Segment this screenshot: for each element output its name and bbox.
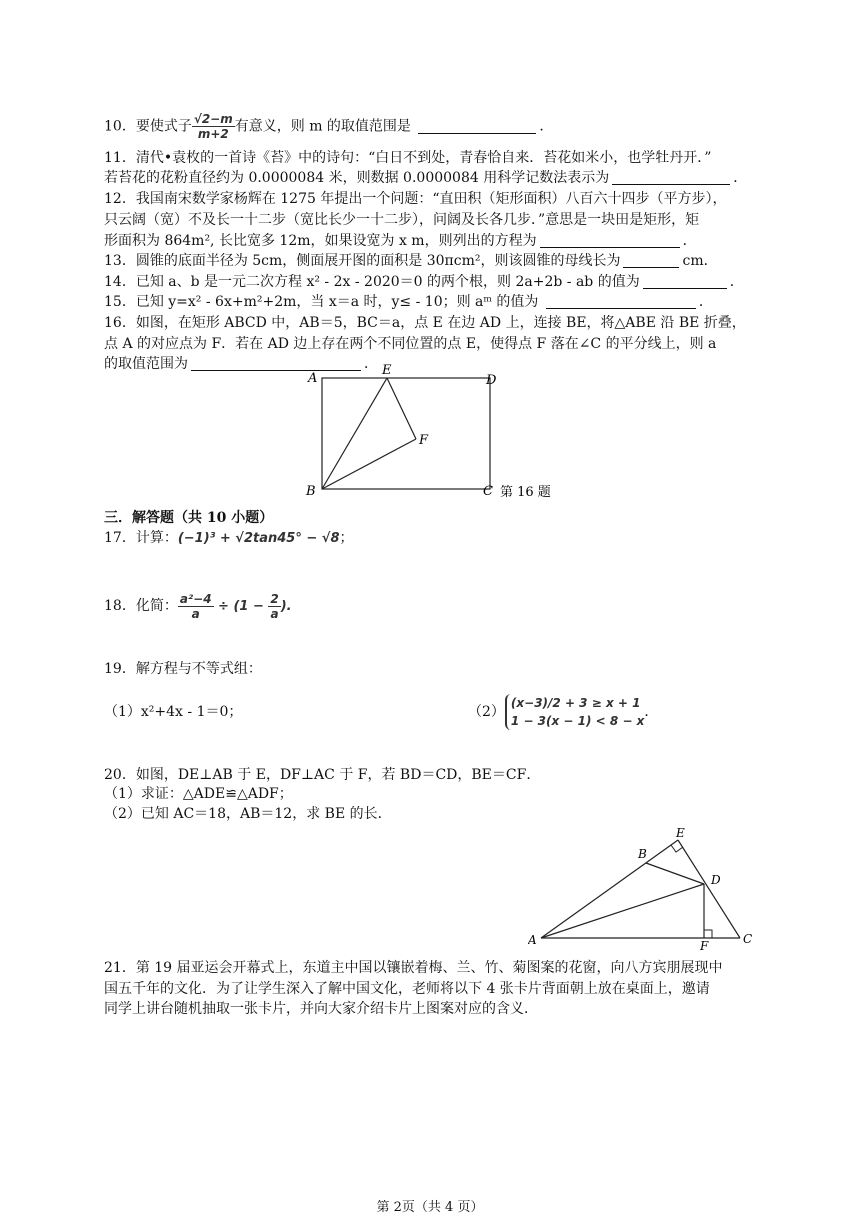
q16-figure (300, 362, 570, 502)
q19-part2-end: ． (644, 704, 659, 720)
q10-suffix: 有意义，则 m 的取值范围是 (234, 118, 411, 135)
question-10: 10．要使式子 $\frac{√2-m}{m+2}$ 有意义，则 m 的取值范围是 ． (104, 112, 554, 141)
point-label-d: D (711, 873, 721, 887)
point-label-e: E (676, 826, 685, 840)
q19-inequality-1: (x−3)/2 + 3 ≥ x + 1 (510, 696, 641, 710)
q15-answer-blank (546, 294, 696, 309)
q13-answer-blank (623, 253, 679, 268)
point-label-a: A (308, 371, 318, 386)
question-15: 15．已知 y=x² - 6x+m²+2m，当 x＝a 时，y≤ - 10；则 aᵐ 的值为 ． (104, 294, 713, 310)
point-label-c: C (743, 932, 753, 946)
section-3-title: 三．解答题（共 10 小题） (104, 510, 274, 526)
point-label-e: E (382, 363, 392, 378)
point-label-f: F (419, 433, 429, 448)
q19-title: 19．解方程与不等式组： (104, 661, 262, 677)
q18-prefix: 18．化简： (104, 598, 178, 614)
q10-frac-denominator: m+2 (197, 127, 229, 141)
q10-prefix: 10．要使式子 (104, 118, 192, 135)
point-label-b: B (638, 847, 647, 861)
q10-fraction (192, 112, 235, 141)
q10-answer-blank (418, 119, 536, 134)
q19-part2-prefix: （2） (468, 704, 505, 720)
q16-line1: 16．如图，在矩形 ABCD 中，AB＝5，BC＝a，点 E 在边 AD 上，连接 BE，将△ABE 沿 BE 折叠， (104, 315, 746, 331)
q14-answer-blank (643, 274, 727, 289)
q17-expression: (−1)³ + √2tan45° − √8 (177, 531, 340, 546)
rectangle-abcd (322, 378, 490, 489)
q17-end: ； (339, 530, 354, 546)
q15-text: 15．已知 y=x² - 6x+m²+2m，当 x＝a 时，y≤ - 10；则 aᵐ 的值为 (104, 294, 539, 310)
q16-line2: 点 A 的对应点为 F．若在 AD 边上存在两个不同位置的点 E，使得点 F 落在∠C 的平分线上，则 a (104, 336, 717, 352)
q19-part1: （1）x²+4x - 1＝0； (104, 704, 243, 720)
q11-line2-text: 若苔花的花粉直径约为 0.0000084 米，则数据 0.0000084 用科学记数法表示为 (104, 170, 610, 186)
q18-end: ). (280, 599, 292, 614)
q18-frac1-denominator: a (191, 606, 200, 621)
q10-frac-numerator: √2−m (193, 112, 233, 126)
q12-line2: 只云阔（宽）不及长一十二步（宽比长少一十二步），问阔及长各几步．”意思是一块田是矩形，矩 (104, 212, 700, 228)
q19-part2 (468, 692, 768, 732)
q20-figure (528, 824, 760, 950)
q11-line1: 11．清代•袁枚的一首诗《苔》中的诗句：“白日不到处，青春恰自来．苔花如米小，也学牡丹开．” (104, 150, 712, 166)
q14-text: 14．已知 a、b 是一元二次方程 x² - 2x - 2020＝0 的两个根，则 2a+2b - ab 的值为 (104, 274, 640, 290)
q20-line2: （1）求证：△ADE≌△ADF； (104, 786, 293, 802)
segment-bd (646, 863, 704, 884)
q12-line3: 形面积为 864m², 长比宽多 12m，如果设宽为 x m，则列出的方程为 ． (104, 233, 697, 249)
question-17 (104, 528, 764, 549)
point-label-b: B (306, 484, 316, 499)
segment-ae (541, 840, 678, 938)
q11-line2: 若苔花的花粉直径约为 0.0000084 米，则数据 0.0000084 用科学记数法表示为 ． (104, 170, 748, 186)
q18-operator: ÷ (1 − (218, 599, 264, 614)
question-13 (104, 251, 764, 271)
q19-inequality-2: 1 − 3(x − 1) < 8 − x (510, 714, 645, 728)
q21-line2: 国五千年的文化．为了让学生深入了解中国文化，老师将以下 4 张卡片背面朝上放在桌面上，邀请 (104, 981, 710, 997)
q18-frac1-numerator: a²−4 (179, 591, 212, 606)
q18-frac2-denominator: a (270, 606, 279, 621)
q20-line1: 20．如图，DE⊥AB 于 E，DF⊥AC 于 F，若 BD＝CD，BE＝CF． (104, 767, 541, 783)
q12-line3-text: 形面积为 864m², 长比宽多 12m，如果设宽为 x m，则列出的方程为 (104, 233, 537, 249)
point-label-f: F (700, 939, 709, 950)
point-label-a: A (528, 933, 537, 947)
question-18 (104, 589, 764, 623)
q16-figure-caption: 第 16 题 (500, 485, 551, 500)
q20-line3: （2）已知 AC＝18，AB＝12，求 BE 的长． (104, 806, 392, 822)
segment-ad (541, 884, 704, 938)
q18-fraction-1 (178, 592, 214, 621)
q21-line3: 同学上讲台随机抽取一张卡片，并向大家介绍卡片上图案对应的含义． (104, 1001, 538, 1017)
q18-fraction-2 (268, 592, 280, 621)
q13-unit: cm． (682, 253, 718, 269)
q13-text: 13．圆锥的底面半径为 5cm，侧面展开图的面积是 30πcm²，则该圆锥的母线长为 (104, 253, 621, 269)
right-angle-f (704, 930, 712, 938)
q19-inequality-system (505, 694, 645, 730)
q17-prefix: 17．计算： (104, 530, 178, 546)
point-label-d: D (486, 373, 497, 388)
q16-line3-text: 的取值范围为 (104, 356, 188, 372)
page-footer: 第 2页（共 4 页） (376, 1200, 484, 1215)
point-label-c: C (483, 484, 493, 499)
q18-frac2-numerator: 2 (270, 591, 279, 606)
segment-ef (387, 378, 416, 439)
q12-answer-blank (540, 233, 680, 248)
q11-answer-blank (612, 170, 730, 185)
q21-line1: 21．第 19 届亚运会开幕式上，东道主中国以镶嵌着梅、兰、竹、菊图案的花窗，向八方宾朋展现中 (104, 960, 723, 976)
question-14: 14．已知 a、b 是一元二次方程 x² - 2x - 2020＝0 的两个根，则 2a+2b - ab 的值为 ． (104, 274, 744, 290)
q12-line1: 12．我国南宋数学家杨辉在 1275 年提出一个问题：“直田积（矩形面积）八百六十四步（平方步）， (104, 191, 727, 207)
q16-line3: 的取值范围为 ． (104, 356, 378, 372)
